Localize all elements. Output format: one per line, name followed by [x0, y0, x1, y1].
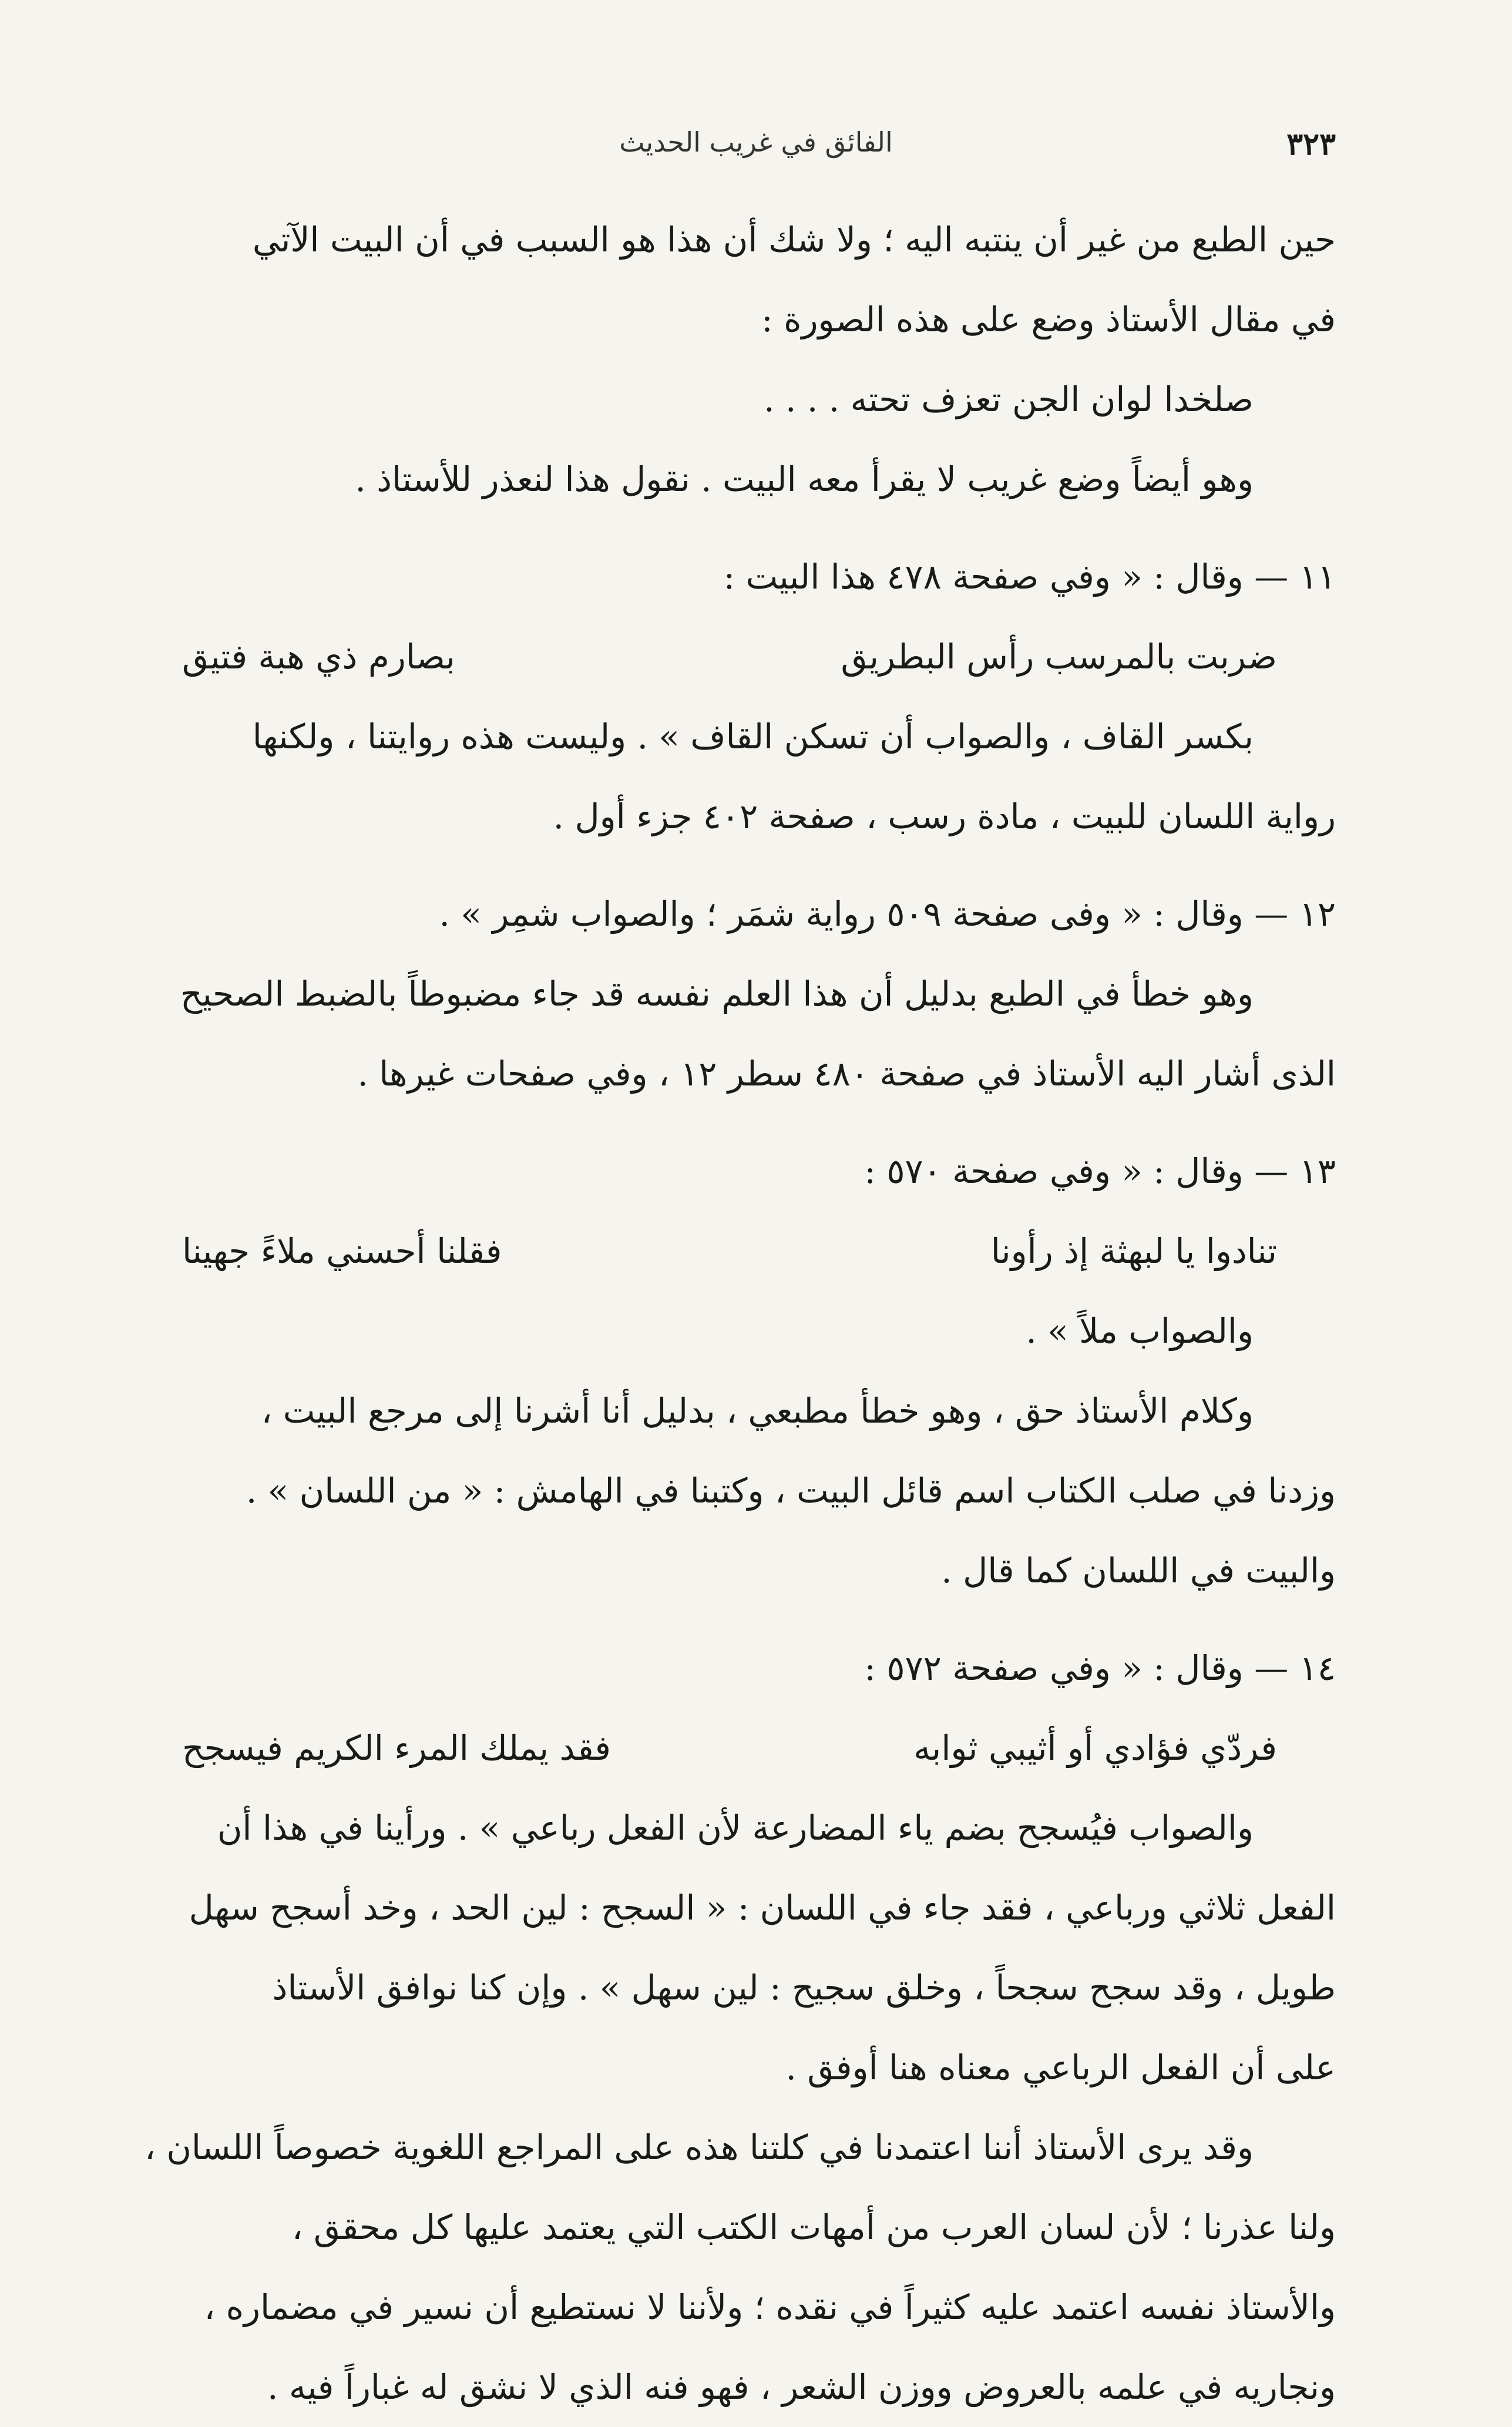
verse-first-hemistich: ضربت بالمرسب رأس البطريق	[841, 637, 1277, 677]
verse-second-hemistich: فقلنا أحسني ملاءً جهينا	[182, 1231, 502, 1271]
running-header	[176, 126, 1336, 173]
running-title: الفائق في غريب الحديث	[619, 126, 893, 158]
numbered-item-line: ١١ — وقال : « وفي صفحة ٤٧٨ هذا البيت :	[723, 557, 1336, 597]
text-line: ولنا عذرنا ؛ لأن لسان العرب من أمهات الكتب التي يعتمد عليها كل محقق ،	[291, 2207, 1336, 2247]
text-line: على أن الفعل الرباعي معناه هنا أوفق .	[785, 2048, 1336, 2088]
text-line: رواية اللسان للبيت ، مادة رسب ، صفحة ٤٠٢ جزء أول .	[553, 796, 1336, 836]
text-line: ونجاريه في علمه بالعروض ووزن الشعر ، فهو فنه الذي لا نشق له غباراً فيه .	[267, 2367, 1336, 2407]
verse-first-hemistich: تنادوا يا لبهثة إذ رأونا	[990, 1231, 1277, 1271]
text-line: حين الطبع من غير أن ينتبه اليه ؛ ولا شك أن هذا هو السبب في أن البيت الآتي	[252, 220, 1336, 260]
verse-second-hemistich: فقد يملك المرء الكريم فيسجح	[182, 1728, 611, 1768]
verse-line	[159, 617, 1336, 697]
text-line: وقد يرى الأستاذ أننا اعتمدنا في كلتنا هذه على المراجع اللغوية خصوصاً اللسان ،	[145, 2127, 1254, 2167]
text-line: طويل ، وقد سجح سجحاً ، وخلق سجيح : لين سهل » . وإن كنا نوافق الأستاذ	[272, 1968, 1336, 2008]
text-line: وهو أيضاً وضع غريب لا يقرأ معه البيت . نقول هذا لنعذر للأستاذ .	[355, 459, 1254, 499]
text-line: والصواب فيُسجح بضم ياء المضارعة لأن الفعل رباعي » . ورأينا في هذا أن	[217, 1808, 1254, 1848]
numbered-item-line: ١٤ — وقال : « وفي صفحة ٥٧٢ :	[864, 1648, 1336, 1688]
text-line: صلخدا لوان الجن تعزف تحته . . . .	[764, 379, 1254, 419]
text-line: وكلام الأستاذ حق ، وهو خطأ مطبعي ، بدليل أنا أشرنا إلى مرجع البيت ،	[261, 1391, 1254, 1431]
text-line: وزدنا في صلب الكتاب اسم قائل البيت ، وكتبنا في الهامش : « من اللسان » .	[246, 1471, 1336, 1511]
text-line: الذى أشار اليه الأستاذ في صفحة ٤٨٠ سطر ١٢ ، وفي صفحات غيرها .	[357, 1054, 1336, 1094]
verse-line	[159, 1708, 1336, 1788]
numbered-item-line: ١٣ — وقال : « وفي صفحة ٥٧٠ :	[864, 1151, 1336, 1191]
text-line: وهو خطأ في الطبع بدليل أن هذا العلم نفسه قد جاء مضبوطاً بالضبط الصحيح	[180, 974, 1254, 1014]
page-body	[145, 200, 1336, 2427]
verse-first-hemistich: فردّي فؤادي أو أثيبي ثوابه	[913, 1728, 1277, 1768]
text-line: بكسر القاف ، والصواب أن تسكن القاف » . وليست هذه روايتنا ، ولكنها	[252, 717, 1254, 757]
text-line: الفعل ثلاثي ورباعي ، فقد جاء في اللسان : « السجح : لين الحد ، وخد أسجح سهل	[189, 1888, 1336, 1928]
page-number: ٣٢٣	[1286, 126, 1336, 162]
text-line: في مقال الأستاذ وضع على هذه الصورة :	[761, 300, 1336, 339]
verse-line	[159, 1211, 1336, 1291]
text-line: والأستاذ نفسه اعتمد عليه كثيراً في نقده ؛ ولأننا لا نستطيع أن نسير في مضماره ،	[204, 2287, 1336, 2327]
text-line: والبيت في اللسان كما قال .	[941, 1551, 1336, 1591]
verse-second-hemistich: بصارم ذي هبة فتيق	[182, 637, 455, 677]
numbered-item-line: ١٢ — وقال : « وفى صفحة ٥٠٩ رواية شمَر ؛ والصواب شمِر » .	[439, 894, 1336, 934]
text-line: والصواب ملاً » .	[1026, 1311, 1254, 1351]
